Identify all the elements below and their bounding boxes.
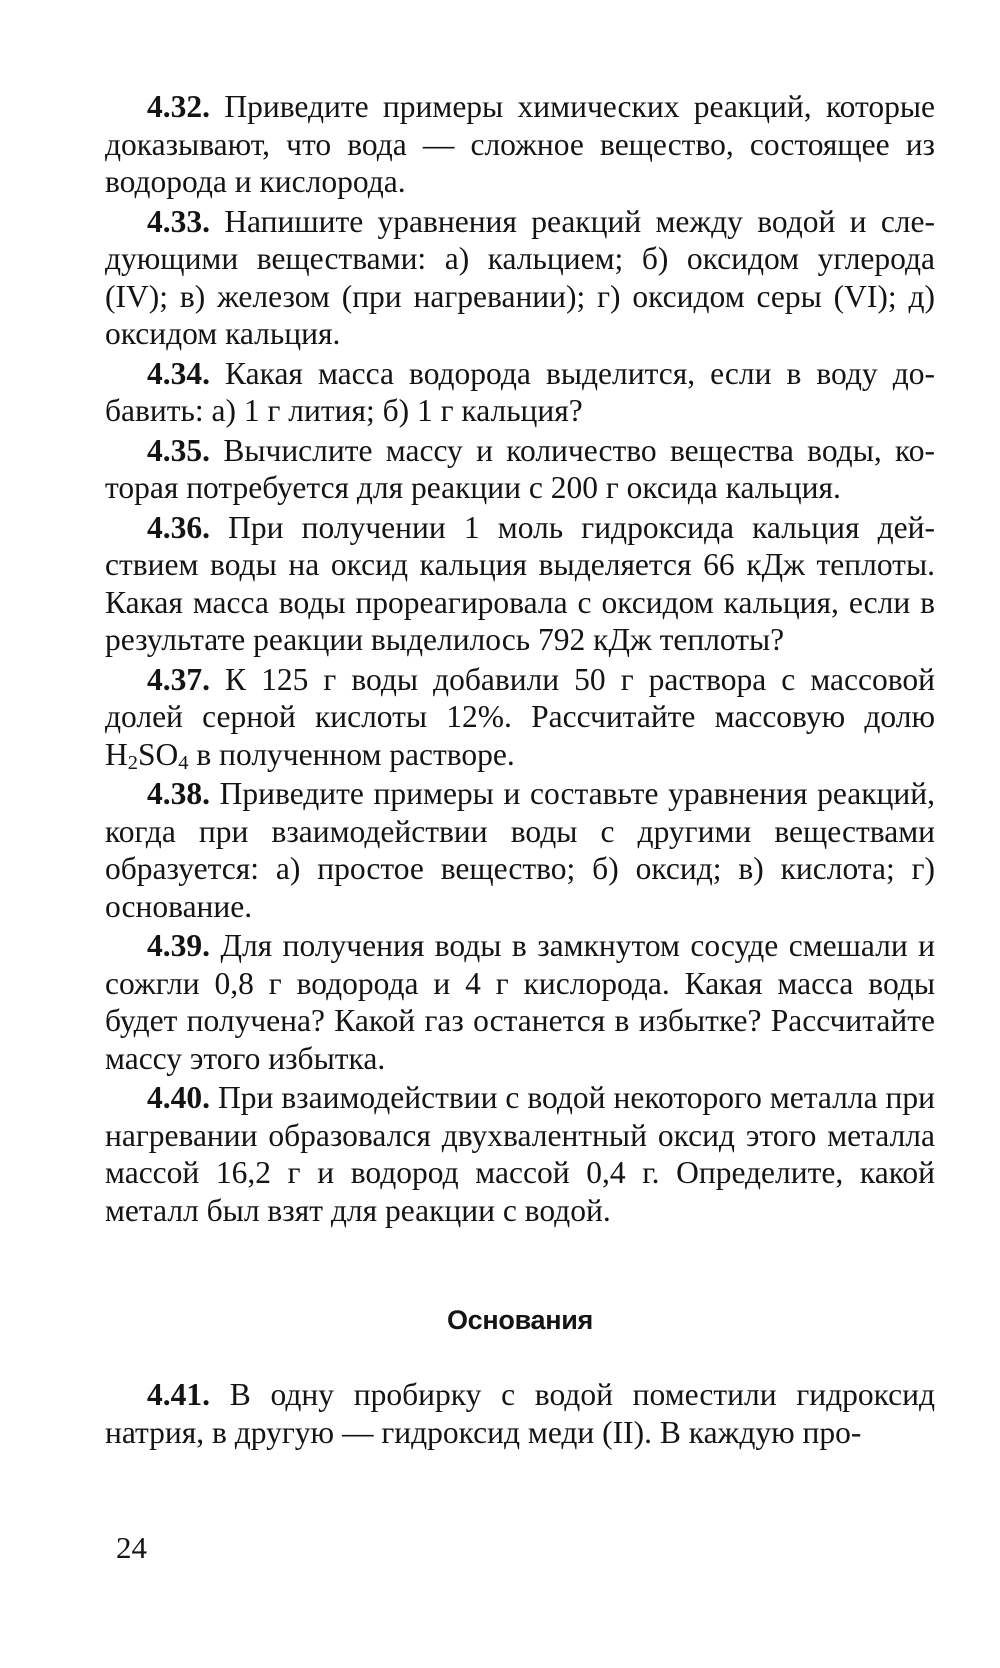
problem-number: 4.33. (147, 203, 210, 239)
problem-text: Приведите примеры и составьте уравнения реакций, когда при взаимодействии воды с другими веществами образуется: а) простое вещество; б) оксид; в) кислота; г) основание. (105, 776, 935, 924)
problem-4-40 (105, 1079, 935, 1229)
problem-4-38 (105, 775, 935, 925)
problem-4-41 (105, 1376, 935, 1451)
problem-4-35 (105, 432, 935, 507)
problem-number: 4.36. (147, 509, 210, 545)
problem-4-34 (105, 355, 935, 430)
problem-number: 4.39. (147, 928, 210, 963)
problem-number: 4.32. (147, 89, 210, 124)
page-content (105, 88, 935, 1453)
problem-4-37 (105, 661, 935, 774)
problem-text: При взаимодействии с водой некоторого металла при нагревании образовался двухвалентный оксид этого металла массой 16,2 г и водород массой 0,4 г. Определите, какой металл был взят для реакции с водой. (105, 1080, 935, 1228)
formula-h2so4: $H_2SO_4$ (105, 736, 189, 774)
problem-number: 4.38. (147, 776, 210, 811)
problem-number: 4.35. (147, 432, 210, 468)
problem-text: Какая масса водорода выделится, если в воду добавить: а) 1 г лития; б) 1 г кальция? (105, 355, 935, 428)
problem-4-33 (105, 203, 935, 353)
problem-number: 4.37. (147, 661, 210, 697)
problem-text: Приведите примеры химических реакций, которые доказывают, что вода — сложное вещество, состоящее из водорода и кислорода. (105, 89, 935, 199)
problem-number: 4.34. (147, 355, 210, 391)
problem-number: 4.40. (147, 1080, 210, 1115)
problem-number: 4.41. (147, 1377, 210, 1412)
problem-text: Вычислите массу и количество вещества воды, которая потребуется для реакции с 200 г оксида кальция. (105, 432, 935, 505)
problem-4-36 (105, 509, 935, 659)
problem-text-end: в полученном растворе. (188, 736, 515, 772)
problem-4-32 (105, 88, 935, 201)
problem-text: К 125 г воды добавили 50 г раствора с массовой долей серной кислоты 12%. Рассчитайте массовую долю (105, 661, 936, 734)
problem-text: Напишите уравнения реакций между водой и следующими веществами: а) кальцием; б) оксидом углерода (IV); в) железом (при нагревании); г) оксидом серы (VI); д) оксидом кальция. (105, 203, 936, 351)
problem-text: При получении 1 моль гидроксида кальция действием воды на оксид кальция выделяется 66 кДж теплоты. Какая масса воды прореагировала с оксидом кальция, если в результате реакции выделилось 792 кДж теплоты? (105, 509, 935, 657)
section-title: Основания (446, 1305, 594, 1335)
problem-4-39 (105, 927, 935, 1077)
problem-text: В одну пробирку с водой поместили гидроксид натрия, в другую — гидроксид меди (II). В каждую про- (105, 1377, 936, 1450)
problem-text: Для получения воды в замкнутом сосуде смешали и сожгли 0,8 г водорода и 4 г кислорода. Какая масса воды будет получена? Какой газ останется в избытке? Рассчитайте массу этого избытка. (105, 928, 936, 1076)
page-number: 24 (116, 1530, 147, 1565)
